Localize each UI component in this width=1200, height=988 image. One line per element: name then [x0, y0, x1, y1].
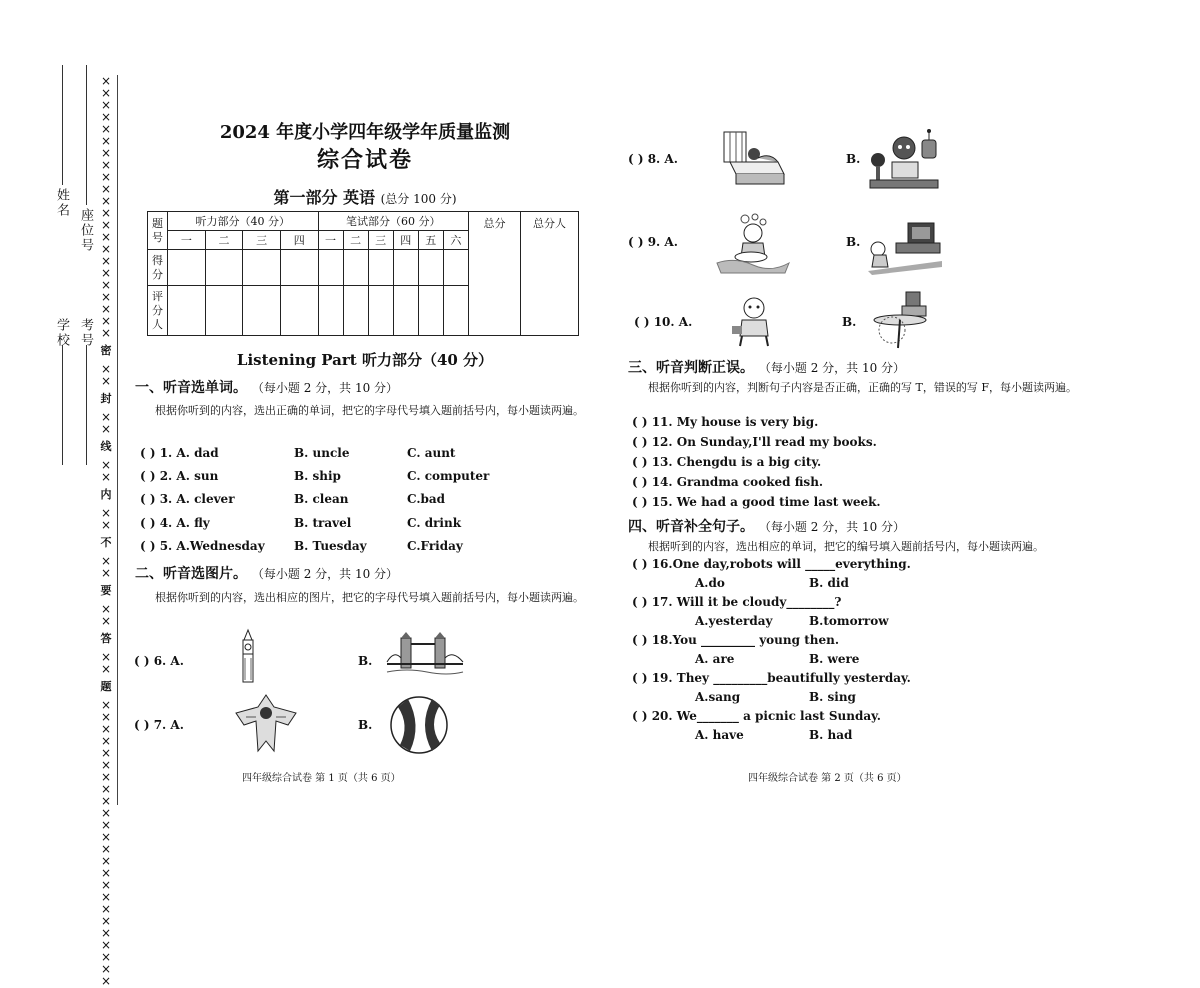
cut-mark: × [100, 242, 112, 256]
q3-option-b: B. clean [294, 492, 349, 506]
section-4-score: （每小题 2 分，共 10 分） [758, 520, 906, 534]
q2-option-b: B. ship [294, 469, 341, 483]
q19-option-b: B. sing [809, 690, 856, 704]
writing-col: 二 [343, 231, 368, 250]
q2-option-c: C. computer [407, 469, 490, 483]
cut-mark: × [100, 278, 112, 292]
q17-option-a: A.yesterday [695, 614, 773, 628]
section-1-score: （每小题 2 分，共 10 分） [251, 381, 399, 395]
q4-option-b: B. travel [294, 516, 352, 530]
q1: ( ) 1. A. dad [140, 446, 219, 460]
watch-tv-picture[interactable] [868, 219, 942, 275]
cut-mark: × [100, 410, 112, 424]
cut-mark: × [100, 134, 112, 148]
listening-part-header: Listening Part 听力部分（40 分） [236, 351, 494, 369]
score-cell[interactable] [368, 250, 393, 286]
q9-option-b-label: B. [846, 235, 861, 249]
section-1-instruction: 根据你听到的内容，选出正确的单词，把它的字母代号填入题前括号内，每小题读两遍。 [155, 404, 584, 417]
q17-option-b: B.tomorrow [809, 614, 889, 628]
score-cell[interactable] [168, 250, 206, 286]
listening-header: 听力部分（40 分） [168, 212, 319, 231]
score-cell[interactable] [318, 250, 343, 286]
warning-char: 要 [100, 584, 112, 597]
grader-row-label: 评分人 [148, 286, 168, 336]
cut-mark: × [100, 938, 112, 952]
cut-mark: × [100, 206, 112, 220]
listening-col: 三 [243, 231, 281, 250]
q15: ( ) 15. We had a good time last week. [632, 495, 881, 509]
total-header: 总分 [469, 212, 521, 336]
cut-mark: × [100, 950, 112, 964]
cut-line [117, 75, 118, 805]
cut-mark: × [100, 326, 112, 340]
section-3-instruction: 根据你听到的内容，判断句子内容是否正确，正确的写 T，错误的写 F，每小题读两遍。 [648, 381, 1077, 394]
section-3-title-text: 三、听音判断正误。 [628, 360, 754, 376]
q16: ( ) 16.One day,robots will _____everything. [632, 557, 911, 571]
tower-bridge-picture[interactable] [387, 632, 463, 678]
cut-mark: × [100, 722, 112, 736]
exam-subtitle: 综合试卷 [316, 147, 413, 173]
writing-col: 三 [368, 231, 393, 250]
writing-col: 五 [418, 231, 443, 250]
cut-mark: × [100, 794, 112, 808]
q17: ( ) 17. Will it be cloudy________? [632, 595, 842, 609]
seat-line [86, 65, 87, 205]
q14: ( ) 14. Grandma cooked fish. [632, 475, 824, 489]
cut-mark: × [100, 98, 112, 112]
q8: ( ) 8. A. [628, 152, 678, 166]
cut-mark: × [100, 770, 112, 784]
cut-mark: × [100, 698, 112, 712]
cut-mark: × [100, 890, 112, 904]
q16-option-a: A.do [695, 576, 725, 590]
part-total-score: (总分 100 分) [380, 192, 457, 206]
page-2 [620, 0, 1200, 867]
school-label: 学校 [54, 318, 69, 348]
q8-option-b-label: B. [846, 152, 861, 166]
q5: ( ) 5. A.Wednesday [140, 539, 265, 553]
name-line [62, 65, 63, 185]
q19: ( ) 19. They _________beautifully yesterday. [632, 671, 911, 685]
grader-cell[interactable] [168, 286, 206, 336]
cut-mark: × [100, 602, 112, 616]
cut-mark: × [100, 362, 112, 376]
cut-mark: × [100, 122, 112, 136]
cut-line-column [98, 74, 114, 988]
cut-mark: × [100, 554, 112, 568]
section-3-score: （每小题 2 分，共 10 分） [758, 361, 906, 375]
warning-char: 封 [100, 392, 112, 405]
cut-mark: × [100, 830, 112, 844]
drink-picture[interactable] [870, 290, 930, 350]
cut-mark: × [100, 254, 112, 268]
washing-picture[interactable] [715, 213, 791, 275]
big-ben-picture[interactable] [238, 630, 258, 684]
q18-option-b: B. were [809, 652, 860, 666]
cut-mark: × [100, 650, 112, 664]
cut-mark: × [100, 170, 112, 184]
cut-mark: × [100, 710, 112, 724]
warning-char: 答 [100, 632, 112, 645]
section-1-title-text: 一、听音选单词。 [135, 380, 247, 396]
q5-option-c: C.Friday [407, 539, 463, 553]
score-cell[interactable] [343, 250, 368, 286]
q10: ( ) 10. A. [634, 315, 693, 329]
grader-cell[interactable] [280, 286, 318, 336]
q13: ( ) 13. Chengdu is a big city. [632, 455, 822, 469]
q1-option-c: C. aunt [407, 446, 456, 460]
writing-col: 四 [393, 231, 418, 250]
q1-option-b: B. uncle [294, 446, 350, 460]
q7: ( ) 7. A. [134, 718, 184, 732]
cut-mark: × [100, 734, 112, 748]
score-cell[interactable] [205, 250, 243, 286]
cut-mark: × [100, 230, 112, 244]
cut-mark: × [100, 926, 112, 940]
section-3-title [628, 357, 905, 377]
q20: ( ) 20. We_______ a picnic last Sunday. [632, 709, 881, 723]
q3-option-c: C.bad [407, 492, 446, 506]
part-title [130, 185, 600, 208]
section-2-title-text: 二、听音选图片。 [135, 566, 247, 582]
total-person-header: 总分人 [521, 212, 579, 336]
cut-mark: × [100, 746, 112, 760]
grader-cell[interactable] [205, 286, 243, 336]
cut-mark: × [100, 962, 112, 976]
warning-char: 线 [100, 440, 112, 453]
section-2-title [135, 563, 398, 583]
cut-mark: × [100, 518, 112, 532]
exam-title: 2024 年度小学四年级学年质量监测 [219, 122, 511, 143]
cut-mark: × [100, 158, 112, 172]
score-cell[interactable] [280, 250, 318, 286]
listening-col: 二 [205, 231, 243, 250]
cut-mark: × [100, 194, 112, 208]
writing-header: 笔试部分（60 分） [318, 212, 469, 231]
score-cell[interactable] [418, 250, 443, 286]
warning-char: 不 [100, 536, 112, 549]
grader-cell[interactable] [443, 286, 468, 336]
grader-cell[interactable] [368, 286, 393, 336]
page-1-footer: 四年级综合试卷 第 1 页（共 6 页） [242, 773, 401, 784]
warning-char: 内 [100, 488, 112, 501]
q20-option-b: B. had [809, 728, 853, 742]
cut-mark: × [100, 782, 112, 796]
section-4-instruction: 根据听到的内容，选出相应的单词，把它的编号填入题前括号内，每小题读两遍。 [648, 540, 1044, 553]
cut-mark: × [100, 302, 112, 316]
seat-label: 座位号 [78, 208, 93, 253]
sleep-picture[interactable] [720, 128, 788, 188]
writing-col: 六 [443, 231, 468, 250]
grader-cell[interactable] [343, 286, 368, 336]
cut-mark: × [100, 458, 112, 472]
section-2-instruction: 根据你听到的内容，选出相应的图片，把它的字母代号填入题前括号内，每小题读两遍。 [155, 591, 584, 604]
score-row-label: 得分 [148, 250, 168, 286]
q4: ( ) 4. A. fly [140, 516, 210, 530]
cut-mark: × [100, 314, 112, 328]
cut-mark: × [100, 422, 112, 436]
q19-option-a: A.sang [695, 690, 741, 704]
grader-cell[interactable] [318, 286, 343, 336]
cut-mark: × [100, 902, 112, 916]
grader-cell[interactable] [418, 286, 443, 336]
grader-cell[interactable] [243, 286, 281, 336]
score-cell[interactable] [393, 250, 418, 286]
cut-mark: × [100, 914, 112, 928]
item-label: 题号 [148, 212, 168, 250]
cut-mark: × [100, 758, 112, 772]
exam-no-label: 考号 [78, 318, 93, 348]
q7-option-b-label: B. [358, 718, 373, 732]
cut-mark: × [100, 974, 112, 988]
cut-mark: × [100, 182, 112, 196]
exam-no-line [86, 345, 87, 465]
cut-mark: × [100, 818, 112, 832]
score-table [147, 211, 579, 336]
child-picture[interactable] [730, 296, 774, 348]
q5-option-b: B. Tuesday [294, 539, 367, 553]
cut-mark: × [100, 290, 112, 304]
cut-mark: × [100, 614, 112, 628]
cut-mark: × [100, 74, 112, 88]
cut-mark: × [100, 566, 112, 580]
cut-mark: × [100, 218, 112, 232]
writing-col: 一 [318, 231, 343, 250]
robot-reading-picture[interactable] [868, 126, 940, 190]
listening-col: 四 [280, 231, 318, 250]
cut-mark: × [100, 506, 112, 520]
cut-mark: × [100, 470, 112, 484]
kite-picture[interactable] [232, 693, 300, 753]
q16-option-b: B. did [809, 576, 849, 590]
q18-option-a: A. are [695, 652, 735, 666]
score-cell[interactable] [443, 250, 468, 286]
warning-char: 题 [100, 680, 112, 693]
cut-mark: × [100, 878, 112, 892]
warning-char: 密 [100, 344, 112, 357]
q12: ( ) 12. On Sunday,I'll read my books. [632, 435, 877, 449]
part-title-text: 第一部分 英语 [273, 188, 376, 207]
cut-mark: × [100, 806, 112, 820]
q10-option-b-label: B. [842, 315, 857, 329]
page-1 [130, 0, 600, 867]
cut-mark: × [100, 146, 112, 160]
section-1-title [135, 377, 398, 397]
section-4-title-text: 四、听音补全句子。 [628, 519, 754, 535]
ball-picture[interactable] [388, 695, 450, 755]
q3: ( ) 3. A. clever [140, 492, 235, 506]
cut-mark: × [100, 662, 112, 676]
section-2-score: （每小题 2 分，共 10 分） [251, 567, 399, 581]
school-line [62, 345, 63, 465]
cut-mark: × [100, 266, 112, 280]
cut-mark: × [100, 110, 112, 124]
q6: ( ) 6. A. [134, 654, 184, 668]
score-cell[interactable] [243, 250, 281, 286]
grader-cell[interactable] [393, 286, 418, 336]
listening-col: 一 [168, 231, 206, 250]
q4-option-c: C. drink [407, 516, 462, 530]
q6-option-b-label: B. [358, 654, 373, 668]
page-2-footer: 四年级综合试卷 第 2 页（共 6 页） [748, 773, 907, 784]
q2: ( ) 2. A. sun [140, 469, 219, 483]
cut-mark: × [100, 866, 112, 880]
cut-mark: × [100, 86, 112, 100]
cut-mark: × [100, 374, 112, 388]
q18: ( ) 18.You _________ young then. [632, 633, 839, 647]
q11: ( ) 11. My house is very big. [632, 415, 819, 429]
q9: ( ) 9. A. [628, 235, 678, 249]
section-4-title [628, 516, 905, 536]
cut-mark: × [100, 842, 112, 856]
cut-mark: × [100, 854, 112, 868]
q20-option-a: A. have [695, 728, 744, 742]
name-label: 姓名 [54, 188, 69, 218]
